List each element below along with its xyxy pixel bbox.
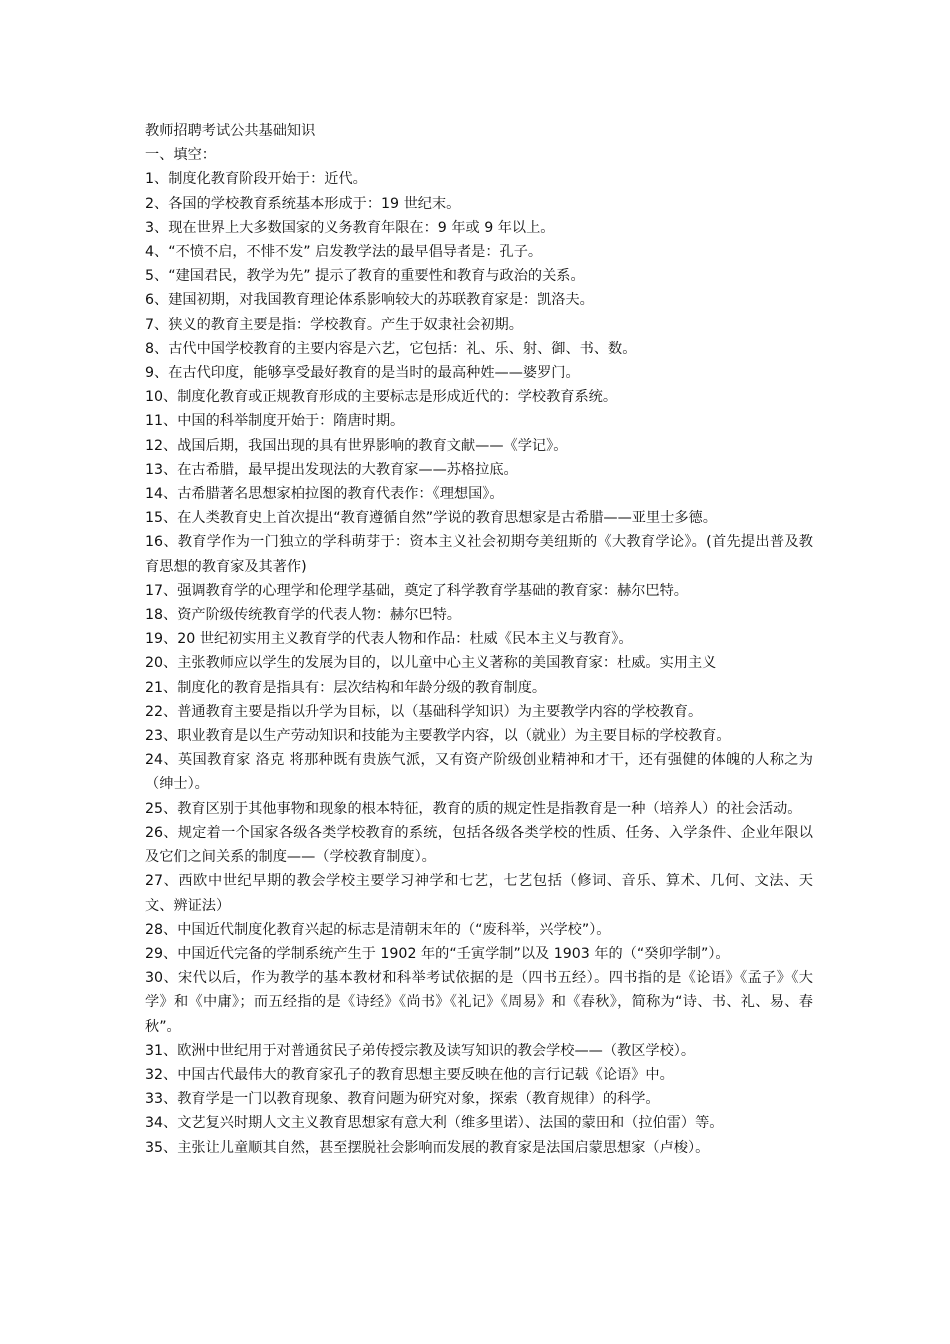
question-item: 26、规定着一个国家各级各类学校教育的系统，包括各级各类学校的性质、任务、入学条件、企业年限以及它们之间关系的制度——（学校教育制度）。: [145, 824, 813, 866]
document-title: 教师招聘考试公共基础知识: [145, 123, 316, 139]
question-item: 19、20 世纪初实用主义教育学的代表人物和作品：杜威《民本主义与教育》。: [145, 631, 633, 648]
question-item: 15、在人类教育史上首次提出“教育遵循自然”学说的教育思想家是古希腊——亚里士多德。: [145, 510, 717, 527]
question-item: 5、“建国君民，教学为先” 提示了教育的重要性和教育与政治的关系。: [145, 268, 585, 285]
question-list: [145, 167, 813, 1159]
question-item: 16、教育学作为一门独立的学科萌芽于：资本主义社会初期夸美纽斯的《大教育学论》。(首先提出普及教育思想的教育家及其著作): [145, 534, 813, 575]
question-item: 28、中国近代制度化教育兴起的标志是清朝末年的（“废科举，兴学校”）。: [145, 921, 611, 938]
question-item: 4、“不愤不启，不悱不发” 启发教学法的最早倡导者是：孔子。: [145, 244, 543, 261]
question-item: 35、主张让儿童顺其自然，甚至摆脱社会影响而发展的教育家是法国启蒙思想家（卢梭）。: [145, 1139, 710, 1156]
question-item: 13、在古希腊，最早提出发现法的大教育家——苏格拉底。: [145, 461, 518, 478]
question-item: 32、中国古代最伟大的教育家孔子的教育思想主要反映在他的言行记载《论语》中。: [145, 1066, 674, 1083]
question-item: 31、欧洲中世纪用于对普通贫民子弟传授宗教及读写知识的教会学校——（教区学校）。: [145, 1042, 696, 1059]
question-item: 30、宋代以后，作为教学的基本教材和科举考试依据的是（四书五经）。四书指的是《论语》《孟子》《大学》和《中庸》；而五经指的是《诗经》《尚书》《礼记》《周易》和《春秋》，简称为“诗、书、礼、易、春秋”。: [145, 970, 813, 1035]
question-item: 11、中国的科举制度开始于：隋唐时期。: [145, 413, 405, 430]
question-item: 20、主张教师应以学生的发展为目的，以儿童中心主义著称的美国教育家：杜威。实用主义: [145, 655, 717, 672]
question-item: 21、制度化的教育是指具有：层次结构和年龄分级的教育制度。: [145, 679, 547, 696]
document-page: [145, 119, 813, 1160]
question-item: 34、文艺复兴时期人文主义教育思想家有意大利（维多里诺）、法国的蒙田和（拉伯雷）等。: [145, 1115, 724, 1132]
question-item: 14、古希腊著名思想家柏拉图的教育代表作：《理想国》。: [145, 486, 504, 503]
question-item: 22、普通教育主要是指以升学为目标，以（基础科学知识）为主要教学内容的学校教育。: [145, 703, 703, 720]
question-item: 17、强调教育学的心理学和伦理学基础，奠定了科学教育学基础的教育家：赫尔巴特。: [145, 582, 688, 599]
question-item: 3、现在世界上大多数国家的义务教育年限在：9 年或 9 年以上。: [145, 219, 555, 236]
question-item: 27、西欧中世纪早期的教会学校主要学习神学和七艺，七艺包括（修词、音乐、算术、几何、文法、天文、辨证法）: [145, 873, 813, 914]
question-item: 25、教育区别于其他事物和现象的根本特征，教育的质的规定性是指教育是一种（培养人）的社会活动。: [145, 800, 802, 817]
question-item: 23、职业教育是以生产劳动知识和技能为主要教学内容，以（就业）为主要目标的学校教育。: [145, 728, 731, 745]
question-item: 24、英国教育家 洛克 将那种既有贵族气派，又有资产阶级创业精神和才干，还有强健的体魄的人称之为（绅士）。: [145, 752, 813, 793]
question-item: 10、制度化教育或正规教育形成的主要标志是形成近代的：学校教育系统。: [145, 389, 618, 406]
question-item: 2、各国的学校教育系统基本形成于：19 世纪末。: [145, 195, 461, 212]
question-item: 12、战国后期，我国出现的具有世界影响的教育文献——《学记》。: [145, 437, 568, 454]
question-item: 18、资产阶级传统教育学的代表人物：赫尔巴特。: [145, 607, 461, 624]
question-item: 7、狭义的教育主要是指：学校教育。产生于奴隶社会初期。: [145, 316, 523, 333]
question-item: 9、在古代印度，能够享受最好教育的是当时的最高种姓——婆罗门。: [145, 365, 580, 382]
question-item: 29、中国近代完备的学制系统产生于 1902 年的“壬寅学制”以及 1903 年的（“癸卯学制”）。: [145, 945, 730, 962]
question-item: 8、古代中国学校教育的主要内容是六艺，它包括：礼、乐、射、御、书、数。: [145, 340, 637, 357]
question-item: 6、建国初期，对我国教育理论体系影响较大的苏联教育家是：凯洛夫。: [145, 292, 594, 309]
section-heading: 一、填空：: [145, 147, 216, 164]
question-item: 1、制度化教育阶段开始于：近代。: [145, 171, 367, 188]
question-item: 33、教育学是一门以教育现象、教育问题为研究对象，探索（教育规律）的科学。: [145, 1091, 660, 1108]
